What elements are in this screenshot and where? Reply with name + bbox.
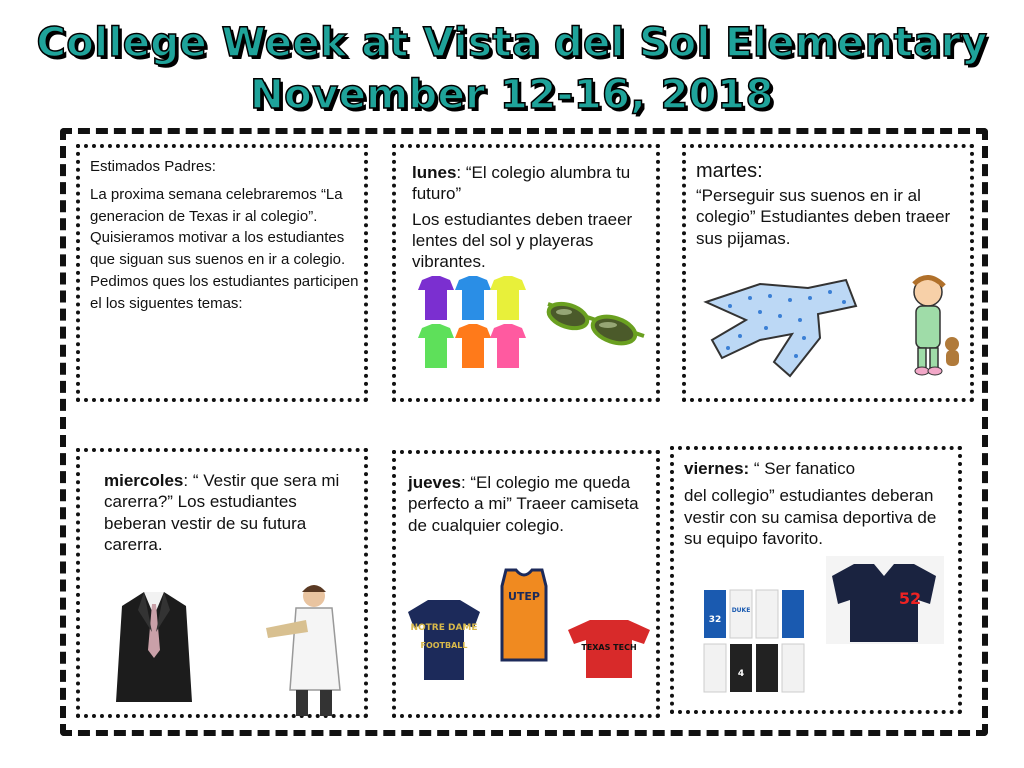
lunes-desc: Los estudiantes deben traeer lentes del sol y playeras vibrantes.	[412, 209, 633, 271]
intro-greeting: Estimados Padres:	[90, 158, 216, 175]
intro-body: La proxima semana celebraremos “La generacion de Texas ir al colegio”. Quisieramos motivar a los estudiantes que siguan sus suenos en ir a colegio. Pedimos ques los estudiantes participen el los siguentes temas:	[90, 185, 359, 312]
duke-jersey-label: DUKE	[731, 607, 751, 614]
viernes-desc: del collegio” estudiantes deberan vestir con su camisa deportiva de su equipo favorito.	[684, 486, 937, 548]
texas-tech-shirt-image	[564, 618, 654, 680]
title-line-2: November 12-16, 2018	[250, 72, 774, 118]
utep-jersey-image	[496, 566, 552, 662]
notre-dame-text-2: FOOTBALL	[420, 641, 468, 650]
jueves-card	[392, 450, 660, 718]
red-sox-number: 52	[898, 589, 922, 608]
pajamas-image	[700, 276, 860, 380]
lunes-card	[392, 144, 660, 402]
title-line-1: College Week at Vista del Sol Elementary	[36, 20, 988, 66]
miercoles-card	[76, 448, 368, 718]
child-pajamas-image	[908, 274, 964, 378]
doctor-image	[256, 580, 366, 720]
jueves-desc: : “El colegio me queda perfecto a mi” Traeer camiseta de cualquier colegio.	[408, 473, 639, 535]
martes-card	[682, 144, 974, 402]
miercoles-day: miercoles	[104, 471, 184, 490]
texas-tech-text: TEXAS TECH	[581, 643, 637, 652]
martes-desc: “Perseguir sus suenos en ir al colegio” Estudiantes deben traeer sus pijamas.	[696, 186, 951, 248]
jerseys-image	[702, 588, 810, 696]
duke-jersey-number: 32	[708, 615, 722, 625]
intro-card	[76, 144, 368, 402]
viernes-day: viernes:	[684, 459, 750, 478]
martes-colon: :	[757, 160, 763, 182]
suit-image	[112, 586, 196, 702]
viernes-theme: “ Ser fanatico	[749, 459, 856, 478]
viernes-card	[670, 446, 962, 714]
notre-dame-shirt-image	[404, 598, 484, 682]
tshirts-image	[416, 276, 528, 372]
martes-day: martes	[696, 160, 758, 182]
usa-jersey-number: 4	[737, 669, 745, 679]
miercoles-desc: : “ Vestir que sera mi carerra?” Los estudiantes beberan vestir de su futura carerra.	[104, 471, 340, 554]
red-sox-jersey-image	[826, 556, 944, 644]
jueves-day: jueves	[408, 473, 461, 492]
notre-dame-text-1: NOTRE DAME	[410, 623, 478, 633]
utep-text: UTEP	[507, 590, 541, 603]
lunes-theme: : “El colegio alumbra tu futuro”	[412, 163, 631, 204]
sunglasses-image	[544, 296, 648, 348]
lunes-day: lunes	[412, 163, 457, 182]
